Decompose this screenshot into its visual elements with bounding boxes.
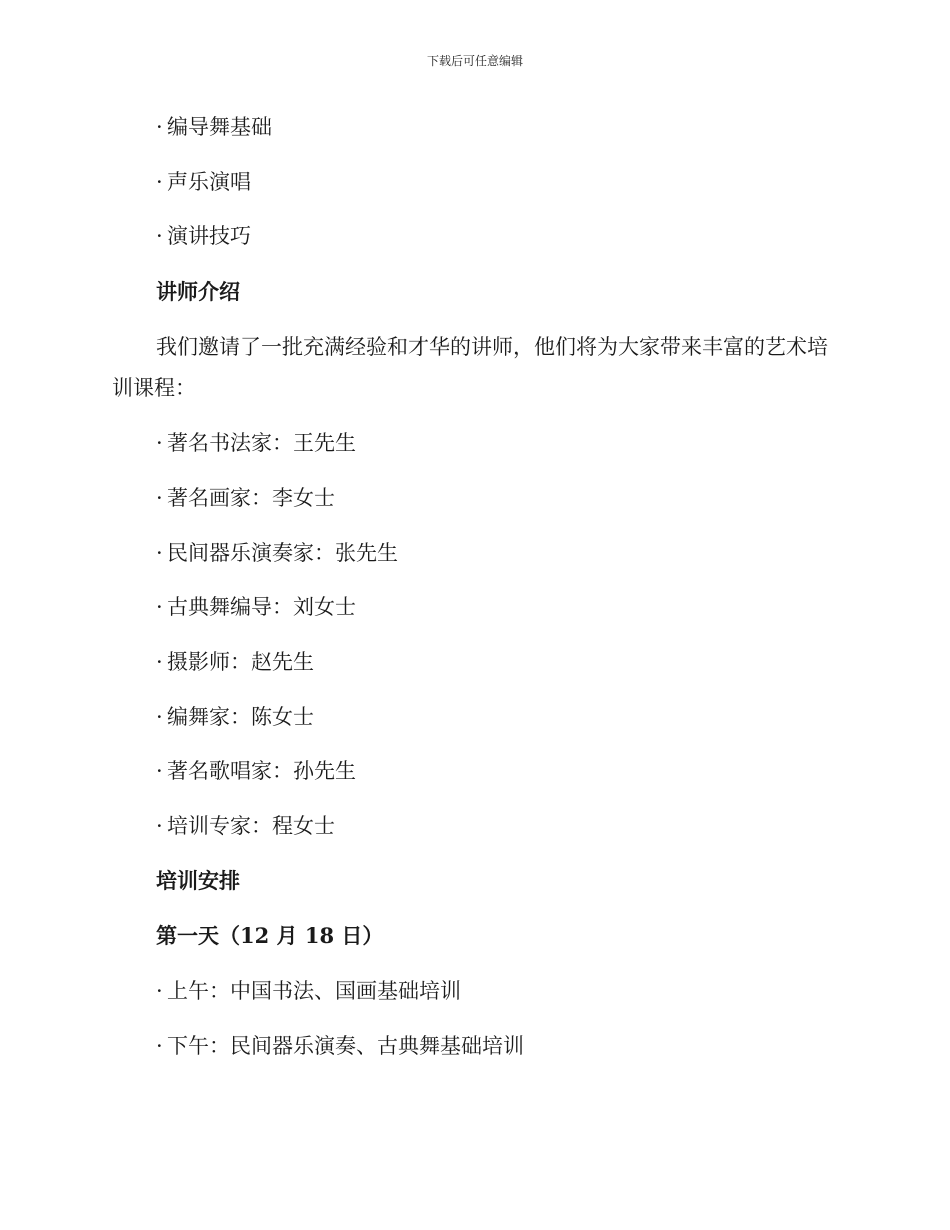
section-heading-instructors: 讲师介绍	[156, 279, 240, 304]
bullet: ·	[156, 650, 163, 674]
instructor-item	[156, 428, 356, 458]
bullet: ·	[156, 1034, 163, 1058]
schedule-item	[156, 976, 461, 1006]
bullet: ·	[156, 705, 163, 729]
bullet: ·	[156, 979, 163, 1003]
instructor-item	[156, 592, 356, 622]
bullet: ·	[156, 115, 163, 139]
list-item-text: 编导舞基础	[167, 115, 272, 139]
day1-title: 第一天（12 月 18 日）	[156, 923, 384, 948]
instructor-text: 著名歌唱家：孙先生	[167, 759, 356, 783]
bullet: ·	[156, 759, 163, 783]
instructor-item	[156, 811, 335, 841]
schedule-item-text: 上午：中国书法、国画基础培训	[167, 979, 461, 1003]
instructor-item	[156, 647, 314, 677]
instructor-text: 编舞家：陈女士	[167, 705, 314, 729]
schedule-item	[156, 1031, 524, 1061]
instructor-text: 著名画家：李女士	[167, 486, 335, 510]
instructor-item	[156, 702, 314, 732]
list-item-text: 演讲技巧	[167, 224, 251, 248]
list-item	[156, 221, 251, 251]
instructors-intro-paragraph: 我们邀请了一批充满经验和才华的讲师，他们将为大家带来丰富的艺术培训课程：	[112, 335, 828, 400]
list-item	[156, 167, 251, 197]
bullet: ·	[156, 224, 163, 248]
instructor-text: 民间器乐演奏家：张先生	[167, 541, 398, 565]
instructor-text: 培训专家：程女士	[167, 814, 335, 838]
instructor-text: 古典舞编导：刘女士	[167, 595, 356, 619]
instructor-text: 著名书法家：王先生	[167, 431, 356, 455]
bullet: ·	[156, 170, 163, 194]
instructor-item	[156, 483, 335, 513]
header-note: 下载后可任意编辑	[426, 54, 523, 68]
instructor-text: 摄影师：赵先生	[167, 650, 314, 674]
instructor-item	[156, 756, 356, 786]
schedule-item-text: 下午：民间器乐演奏、古典舞基础培训	[167, 1034, 524, 1058]
list-item-text: 声乐演唱	[167, 170, 251, 194]
instructor-item	[156, 538, 398, 568]
bullet: ·	[156, 595, 163, 619]
bullet: ·	[156, 431, 163, 455]
section-heading-schedule: 培训安排	[156, 868, 240, 893]
bullet: ·	[156, 541, 163, 565]
list-item	[156, 112, 272, 142]
bullet: ·	[156, 486, 163, 510]
bullet: ·	[156, 814, 163, 838]
